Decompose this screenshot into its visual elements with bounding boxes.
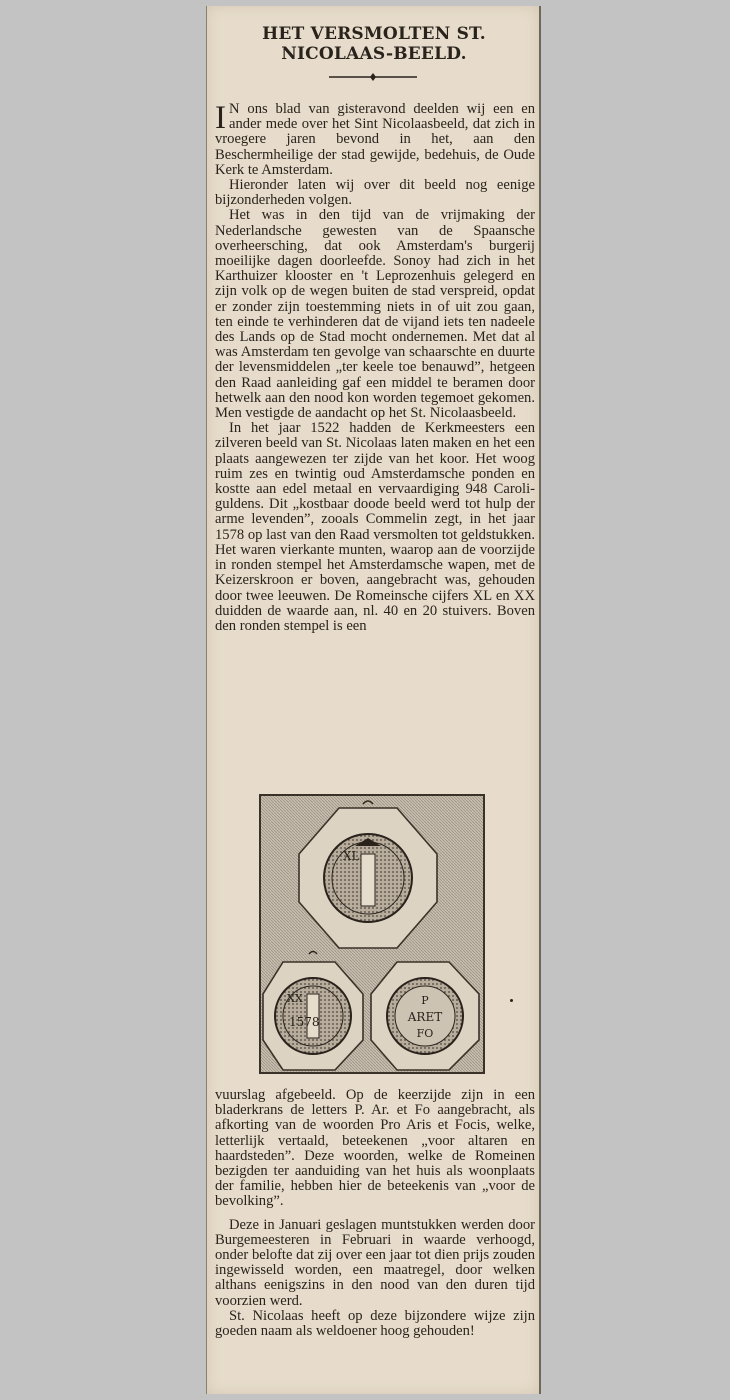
coin-legend: XL	[343, 849, 360, 863]
coin-letters: ARET	[407, 1010, 443, 1024]
paragraph: In het jaar 1522 hadden de Kerkmeesters een zilveren beeld van St. Nicolaas laten maken en het een plaats aangewezen ter zijde van het koor. Het woog ruim zes en twintig oud Amsterdamsche ponden en kostte aan edel metaal en vervaardiging 948 Caroli-guldens. Dit „kostbaar doode beeld werd tot hulp der arme levenden”, zooals Commelin zegt, in het jaar 1578 op last van den Raad versmolten tot geldstukken. Het waren vierkante munten, waarop aan de voorzijde in ronden stempel het Amsterdamsche wapen, met de Keizerskroon er boven, aangebracht was, gehouden door twee leeuwen. De Romeinsche cijfers XL en XX duidden de waarde aan, nl. 40 en 20 stuivers. Boven den ronden stempel is een	[215, 420, 535, 634]
paragraph-text: N ons blad van gisteravond deelden wij een en ander mede over het Sint Nicolaasbeeld, dat zich in vroegere jaren bevond in het, aan den Beschermheilige der stad gewijde, bedehuis, de Oude Kerk te Amsterdam.	[215, 102, 535, 178]
coin-letters: P	[421, 994, 429, 1007]
paragraph: vuurslag afgebeeld. Op de keerzijde zijn in een bladerkrans de letters P. Ar. et Fo aangebracht, als afkorting van de woorden Pro Aris et Focis, welke, letterlijk vertaald, beteekenen „voor altaren en haardsteden”. Deze woorden, welke de Romeinen bezigden ter aanduiding van het huis als woonplaats der familie, hebben hier de beteekenis van „voor de bevolking”.	[215, 1088, 535, 1210]
coin-small-reverse	[371, 962, 479, 1070]
coin-illustration	[259, 794, 485, 1074]
coin-legend: XX	[287, 992, 303, 1005]
coin-letters: FO	[416, 1027, 434, 1040]
paragraph: Hieronder laten wij over dit beeld nog eenige bijzonderheden volgen.	[215, 177, 535, 209]
headline: HET VERSMOLTEN ST. NICOLAAS-BEELD.	[262, 24, 486, 64]
article-column-top	[215, 102, 535, 772]
paragraph: St. Nicolaas heeft op deze bijzondere wijze zijn goeden naam als weldoener hoog gehouden!	[215, 1307, 535, 1340]
newspaper-clipping	[206, 6, 541, 1394]
paragraph	[215, 102, 535, 178]
print-speck	[510, 999, 513, 1002]
drop-cap: I	[215, 102, 226, 136]
paragraph: Het was in den tijd van de vrijmaking der Nederlandsche gewesten van de Spaansche overheersching, dat ook Amsterdam's burgerij moeilijke dagen doorleefde. Sonoy had zich in het Karthuizer klooster en 't Leprozenhuis gelegerd en zijn volk op de wegen buiten de stad verspreid, opdat er zonder zijn toestemming niets in of uit zou gaan, ten einde te verhinderen dat de vijand iets ten nadeele des Lands op de Stad mocht ondernemen. Met dat al was Amsterdam ten gevolge van schaarschte en duurte der levensmiddelen „ter keele toe benauwd”, hetgeen den Raad aanleiding gaf een middel te beramen door hetwelk aan den nood kon worden tegemoet gekomen. Men vestigde de aandacht op het St. Nicolaasbeeld.	[215, 207, 535, 422]
paragraph: Deze in Januari geslagen muntstukken werden door Burgemeesteren in Februari in waarde verhoogd, onder belofte dat zij over een jaar tot dien prijs zouden ingewisseld worden, een maatregel, door welken althans eenigszins in den nood van den duren tijd voorzien werd.	[215, 1216, 535, 1309]
article-column-bottom	[215, 1088, 535, 1388]
coin-year: 1578	[289, 1015, 320, 1029]
ornamental-rule	[329, 72, 417, 82]
